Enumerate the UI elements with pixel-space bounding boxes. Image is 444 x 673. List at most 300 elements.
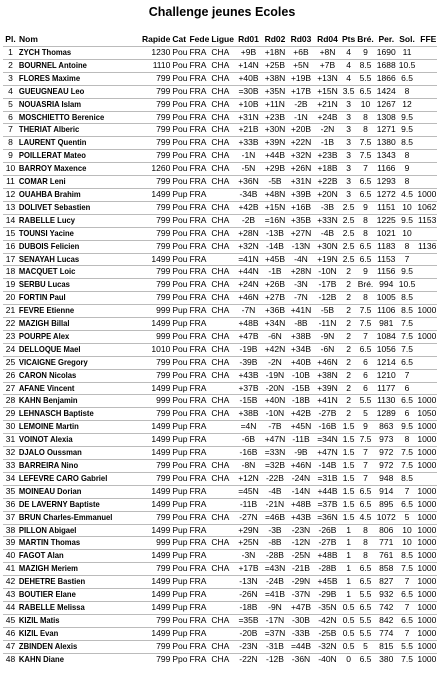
cell-name: DELLOQUE Mael [18,343,81,354]
cell-rank: 40 [5,550,16,561]
cell-rd01: -19B [239,343,258,354]
cell-rd03: -7N [294,292,308,303]
cell-pts: 3 [346,163,351,174]
cell-ffe: 1000 [417,601,437,612]
table-row [3,614,437,627]
cell-rd03: +5N [293,59,309,70]
table-row [3,421,437,434]
cell-rank: 6 [8,111,13,122]
cell-sol: 6 [404,408,410,419]
cell-cat: Pou [172,614,188,625]
cell-rd02: +27B [264,292,286,303]
cell-per: 1084 [376,330,396,341]
standings-table [3,33,437,666]
cell-rd02: +15N [264,201,286,212]
table-row [3,137,437,150]
cell-name: FAGOT Alan [18,550,64,561]
cell-ligue: CHA [211,408,230,419]
table-row [3,240,437,253]
cell-ffe [416,472,437,485]
cell-cat: Pou [172,395,188,406]
cell-per: 972 [379,460,394,470]
cell-fede: FRA [189,176,207,187]
cell-cat: Pou [172,408,188,419]
cell-ligue: CHA [211,240,230,251]
cell-rd04: +48B [317,550,338,561]
cell-rank: 8 [8,137,13,148]
cell-pts: 2.5 [342,240,355,251]
cell-bre: 7 [363,460,368,470]
cell-rd03: -23N [291,524,311,535]
table-row [3,201,437,214]
cell-cat: Pou [172,163,188,174]
cell-rd04: -11N [318,318,337,329]
cell-pts: 2.5 [342,201,355,212]
table-row [3,47,437,60]
cell-fede: FRA [189,318,207,329]
cell-rd02: +40N [264,395,286,406]
col-header-fede: Fede [189,34,210,44]
cell-rd04: +30N [317,240,338,251]
cell-name: KAHN Diane [18,653,64,664]
cell-cat: Pup [172,421,188,432]
cell-rd02: +34N [264,318,286,329]
cell-sol: 4.5 [401,188,413,199]
cell-name: TOUNSI Yacine [18,227,74,238]
cell-rd02: +42N [264,343,286,354]
cell-rd04: +18B [317,163,338,174]
cell-per: 1214 [376,356,396,367]
cell-bre: 6.5 [359,176,372,187]
cell-rd02: +23B [264,111,286,122]
cell-fede: FRA [189,472,207,483]
cell-rank: 21 [5,305,16,316]
cell-rapide: 799 [156,227,171,238]
cell-rd03: +40B [290,356,312,367]
cell-name: DEHETRE Bastien [18,576,86,587]
col-header-ffe: FFE [420,34,437,44]
cell-rd03: +45N [290,421,312,432]
cell-rd03: +16B [290,201,312,212]
cell-name: LEMOINE Martin [18,421,79,432]
cell-bre: 6 [363,356,368,367]
cell-bre: 9 [363,201,368,212]
cell-rd01: +48B [238,318,259,329]
cell-fede: FRA [189,201,207,212]
cell-rd02: -31B [266,640,284,651]
cell-name: RABELLE Melissa [18,601,85,612]
cell-fede: FRA [189,59,207,70]
cell-ligue: CHA [211,511,230,522]
cell-rd03: -8B [294,318,308,329]
cell-rd01: -20B [239,627,258,638]
cell-rd03: +43B [290,511,312,522]
cell-name: MAZIGH Meriem [18,563,78,574]
cell-rd03: -33B [292,627,310,638]
cell-pts: 2 [346,305,351,316]
cell-bre: 7 [363,472,368,483]
cell-per: 1056 [376,343,396,354]
cell-rd01: -3N [241,550,256,561]
cell-ligue [210,498,235,511]
cell-fede: FRA [189,253,207,264]
cell-per: 1183 [377,240,396,251]
cell-rank: 25 [5,356,16,367]
cell-pts: 1.5 [342,447,355,458]
table-row [3,537,437,550]
cell-rapide: 799 [156,472,171,483]
cell-sol: 7.5 [401,653,413,664]
cell-pts: 3 [346,150,351,161]
cell-rd01: +36N [238,176,259,187]
cell-rd04: -5B [320,305,335,316]
cell-rd04: -42N [318,614,337,625]
cell-sol: 10 [402,227,412,238]
cell-bre: 6.5 [359,85,372,96]
cell-fede: FRA [189,163,207,174]
cell-cat: Pup [172,524,188,535]
cell-per: 827 [379,576,394,587]
table-row [3,72,437,85]
cell-rd01: -18B [239,601,258,612]
cell-rank: 5 [8,98,13,109]
cell-sol: 6.5 [401,614,413,625]
cell-pts: 0.5 [342,601,355,612]
cell-name: POILLERAT Mateo [18,150,86,161]
cell-ligue [210,589,235,602]
cell-ligue [210,253,235,266]
cell-rd01: +31N [238,111,259,122]
cell-bre: 8 [363,227,368,238]
cell-rd01: +40B [238,72,259,83]
cell-pts: 0 [346,653,351,664]
cell-ligue [210,421,235,434]
col-header-pts: Pts [341,34,356,44]
table-row [3,563,437,576]
cell-pts: 0.5 [342,614,355,625]
cell-rd01: +25N [238,537,259,548]
cell-ligue: CHA [211,201,230,212]
cell-per: 1271 [376,124,396,135]
cell-bre: 8 [363,550,368,561]
cell-sol: 7.5 [401,460,413,470]
cell-rank: 22 [5,318,16,329]
cell-pts: 1 [346,537,351,548]
cell-rd03: +46N [290,460,312,470]
cell-ligue: CHA [211,563,230,574]
cell-rd01: +29N [238,524,259,535]
cell-rd03: +34B [290,343,312,354]
table-row [3,576,437,589]
cell-sol: 9.5 [401,421,413,432]
cell-rd04: =36N [317,511,338,522]
cell-bre: 7.5 [359,318,372,329]
cell-rapide: 799 [156,279,171,290]
cell-rapide: 799 [156,124,171,135]
cell-bre: 5.5 [359,395,372,406]
cell-rd02: +45B [264,253,286,264]
cell-sol: 8 [404,85,410,96]
cell-rd01: =4N [240,421,257,432]
cell-fede: FRA [189,614,207,625]
cell-rapide: 799 [156,111,171,122]
cell-name: DJALO Oussman [18,447,82,458]
cell-rd03: -13N [291,240,311,251]
cell-ffe: 1000 [417,498,437,509]
cell-per: 1153 [377,253,396,264]
cell-rd01: -16B [239,447,258,458]
table-row [3,150,437,163]
cell-cat: Pou [172,240,188,251]
cell-rd02: +47N [264,434,286,445]
cell-name: KIZIL Matis [18,614,60,625]
cell-name: CARON Nicolas [18,369,77,380]
cell-ligue: CHA [211,124,230,135]
cell-rank: 44 [5,601,16,612]
cell-rapide: 999 [156,330,171,341]
cell-rd03: +38B [290,330,312,341]
cell-ligue: CHA [211,343,230,354]
cell-fede: FRA [189,563,207,574]
table-row [3,408,437,421]
cell-fede: FRA [189,550,207,561]
cell-rd02: -22B [266,472,284,483]
cell-rapide: 999 [156,395,171,406]
table-row [3,485,437,498]
cell-sol: 7 [404,601,410,612]
cell-rank: 20 [5,292,16,303]
cell-rapide: 1499 [151,188,171,199]
cell-ffe [416,85,437,98]
cell-fede: FRA [189,627,207,638]
cell-pts: 3 [346,124,351,135]
table-row [3,589,437,602]
cell-rapide: 999 [156,537,171,548]
cell-ffe: 1000 [417,563,437,574]
cell-ffe [416,356,437,369]
cell-pts: 1.5 [342,511,355,522]
table-row [3,305,437,318]
cell-per: 815 [379,640,394,651]
cell-bre: 6.5 [359,188,372,199]
cell-rapide: 1230 [151,47,171,57]
cell-rd01: =45N [238,485,259,496]
cell-rd01: +24N [238,279,259,290]
table-row [3,356,437,369]
cell-cat: Pou [172,330,188,341]
cell-sol: 10 [402,201,412,212]
cell-bre: 7 [363,163,368,174]
cell-rank: 1 [8,47,13,57]
header-row [3,33,437,47]
cell-rd03: -24N [291,472,311,483]
cell-rd04: -4B [320,227,335,238]
cell-ffe: 1000 [417,589,437,600]
cell-name: FEVRE Etienne [18,305,75,316]
cell-pts: 3 [346,137,351,148]
cell-rapide: 1499 [151,627,171,638]
cell-name: BARREIRA Nino [18,460,79,470]
table-row [3,176,437,189]
cell-bre: 8 [363,524,368,535]
cell-fede: FRA [189,266,207,277]
cell-ffe [416,98,437,111]
cell-fede: FRA [189,447,207,458]
cell-rd04: -28B [318,563,337,574]
cell-fede: FRA [189,72,207,83]
cell-pts: 2 [346,266,351,277]
cell-ffe: 1000 [417,434,437,445]
cell-ligue [210,485,235,498]
cell-pts: 2 [346,408,351,419]
cell-fede: FRA [189,124,207,135]
cell-name: KIZIL Evan [18,627,59,638]
cell-sol: 7 [404,253,410,264]
cell-rd01: +38B [238,408,259,419]
cell-ligue: CHA [211,98,230,109]
cell-rd02: +36B [264,305,286,316]
cell-cat: Pup [172,447,188,458]
cell-rank: 33 [5,460,16,470]
cell-name: GUEUGNEAU Leo [18,85,85,96]
col-header-sol: Sol. [399,34,415,44]
cell-cat: Pou [172,292,188,303]
cell-per: 1021 [376,227,396,238]
cell-cat: Pou [172,47,188,57]
cell-rank: 38 [5,524,16,535]
cell-pts: 1.5 [342,460,355,470]
cell-cat: Pou [172,137,188,148]
cell-fede: FRA [189,150,207,161]
cell-ffe [416,150,437,163]
cell-cat: Pou [172,640,188,651]
cell-rd02: -14B [266,240,284,251]
table-row [3,627,437,640]
cell-rd02: +35N [264,85,286,96]
cell-pts: 2 [346,330,351,341]
cell-rd02: -7B [268,421,282,432]
cell-rank: 10 [5,163,16,174]
cell-rapide: 1499 [151,253,171,264]
cell-rd02: =33N [264,447,286,458]
cell-ffe: 1062 [417,201,437,212]
cell-rd01: =41N [238,253,259,264]
cell-rd04: -35N [318,601,337,612]
cell-rd03: +28N [290,266,312,277]
cell-rd01: +46N [238,292,259,303]
cell-sol: 6.5 [401,72,413,83]
cell-pts: 2 [346,343,351,354]
cell-fede: FRA [189,356,207,367]
cell-rd01: +28N [238,227,259,238]
cell-rank: 36 [5,498,16,509]
col-header-rd03: Rd03 [290,34,312,44]
cell-rapide: 799 [156,356,171,367]
cell-rd01: +10B [238,98,259,109]
cell-ffe [416,343,437,356]
cell-bre: 6.5 [359,343,372,354]
col-header-rd02: Rd02 [264,34,286,44]
cell-rd02: -9N [268,601,282,612]
cell-rd01: -26N [239,589,258,600]
cell-rapide: 1499 [151,524,171,535]
cell-per: 914 [379,485,394,496]
cell-cat: Pou [172,214,188,225]
cell-rd03: -9B [294,447,308,458]
cell-rapide: 799 [156,640,171,651]
cell-cat: Pou [172,253,188,264]
table-row [3,653,437,665]
cell-per: 842 [379,614,394,625]
cell-per: 858 [379,563,394,574]
cell-rd04: =31B [317,472,338,483]
cell-rd03: -4N [294,253,308,264]
cell-rank: 31 [5,434,16,445]
cell-pts: 2.5 [342,227,355,238]
cell-rd03: +27N [290,227,312,238]
cell-rd01: +9B [240,47,257,57]
cell-rd01: =30B [238,85,259,96]
cell-cat: Pou [172,266,188,277]
cell-rd03: +17B [290,85,312,96]
cell-rd02: +29B [264,163,286,174]
cell-sol: 10.5 [398,59,416,70]
cell-fede: FRA [189,382,207,393]
cell-name: VICAIGNE Gregory [18,356,88,367]
cell-rank: 18 [5,266,16,277]
cell-rd02: =32B [264,460,286,470]
cell-rd03: -25N [291,550,311,561]
cell-rapide: 1499 [151,447,171,458]
cell-sol: 6.5 [401,395,413,406]
cell-per: 1210 [376,369,396,380]
cell-rapide: 799 [156,201,171,212]
table-row [3,601,437,614]
cell-fede: FRA [189,98,207,109]
table-row [3,369,437,382]
cell-ffe: 1000 [417,524,437,535]
cell-rd01: +33B [238,137,259,148]
cell-sol: 10 [402,537,412,548]
cell-cat: Pou [172,85,188,96]
cell-rd04: +46N [317,356,338,367]
cell-pts: 4 [346,47,351,57]
cell-rd04: +39N [317,382,338,393]
cell-bre: 5.5 [359,614,372,625]
cell-rank: 47 [5,640,16,651]
cell-rapide: 799 [156,408,171,419]
cell-per: 1289 [376,408,396,419]
cell-sol: 8 [404,240,410,251]
cell-per: 948 [379,472,394,483]
cell-pts: 1.5 [342,434,355,445]
cell-rd01: +14N [238,59,259,70]
cell-ffe [416,137,437,150]
cell-rapide: 1260 [151,163,171,174]
cell-rd03: -37N [291,589,311,600]
cell-rd03: +42B [290,408,312,419]
cell-rd03: -14N [291,485,311,496]
cell-rd04: +19N [317,253,338,264]
cell-per: 932 [379,589,394,600]
cell-rd04: -25B [318,627,337,638]
cell-ffe: 1136 [418,240,437,251]
cell-bre: 8 [363,124,368,135]
cell-name: KAHN Benjamin [18,395,78,406]
cell-pts: 4 [346,72,351,83]
cell-per: 1106 [377,305,396,316]
table-row [3,111,437,124]
